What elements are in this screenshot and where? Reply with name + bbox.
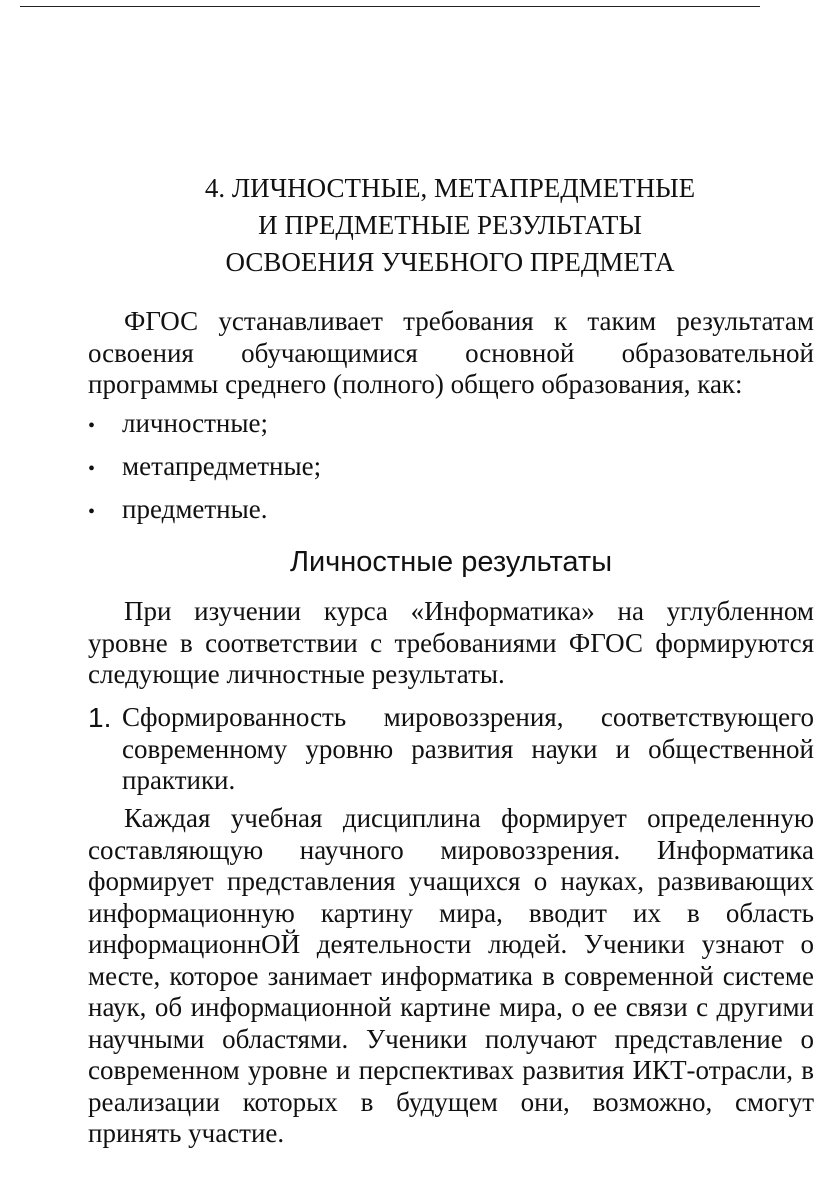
- bullet-icon: •: [88, 415, 96, 437]
- section-heading: [0, 170, 816, 281]
- intro-paragraph: [88, 306, 814, 401]
- numbered-item-1: [88, 702, 814, 797]
- top-rule: [20, 6, 760, 7]
- list-item: [88, 403, 814, 446]
- paragraph-2-text: При изучении курса «Информатика» на углубленном уровне в соответствии с требованиями ФГОС формируются следующие личностные результаты.: [88, 596, 814, 689]
- subsection-heading: [0, 546, 816, 579]
- paragraph-3-text: Каждая учебная дисциплина формирует определенную составляющую научного мировоззрения. Информатика формирует представления учащихся о науках, развивающих информационную картину мира, вводит их в область информационнОЙ деятельности людей. Ученики узнают о месте, которое занимает информатика в современной системе наук, об информационной картине мира, о ее связи с другими научными областями. Ученики получают представление о современном уровне и перспективах развития ИКТ-отрасли, в реализации которых в будущем они, возможно, смогут принять участие.: [88, 803, 814, 1148]
- paragraph-3: [88, 803, 814, 1150]
- paragraph-2: [88, 596, 814, 691]
- list-item-text: личностные;: [122, 408, 268, 438]
- heading-line-2: И ПРЕДМЕТНЫЕ РЕЗУЛЬТАТЫ: [258, 210, 642, 240]
- heading-line-1: 4. ЛИЧНОСТНЫЕ, МЕТАПРЕДМЕТНЫЕ: [204, 173, 696, 203]
- list-item: [88, 489, 814, 532]
- results-list: [88, 403, 814, 532]
- bullet-icon: •: [88, 501, 96, 523]
- list-item: [88, 446, 814, 489]
- heading-line-3: ОСВОЕНИЯ УЧЕБНОГО ПРЕДМЕТА: [225, 247, 675, 277]
- item-number: 1.: [88, 702, 112, 733]
- subheading-text: Личностные результаты: [289, 546, 613, 578]
- list-item-text: предметные.: [122, 494, 268, 524]
- intro-text: ФГОС устанавливает требования к таким результатам освоения обучающимися основной образовательной программы среднего (полного) общего образования, как:: [88, 306, 814, 399]
- item-text: Сформированность мировоззрения, соответствующего современному уровню развития науки и общественной практики.: [122, 702, 814, 795]
- bullet-icon: •: [88, 458, 96, 480]
- list-item-text: метапредметные;: [122, 451, 322, 481]
